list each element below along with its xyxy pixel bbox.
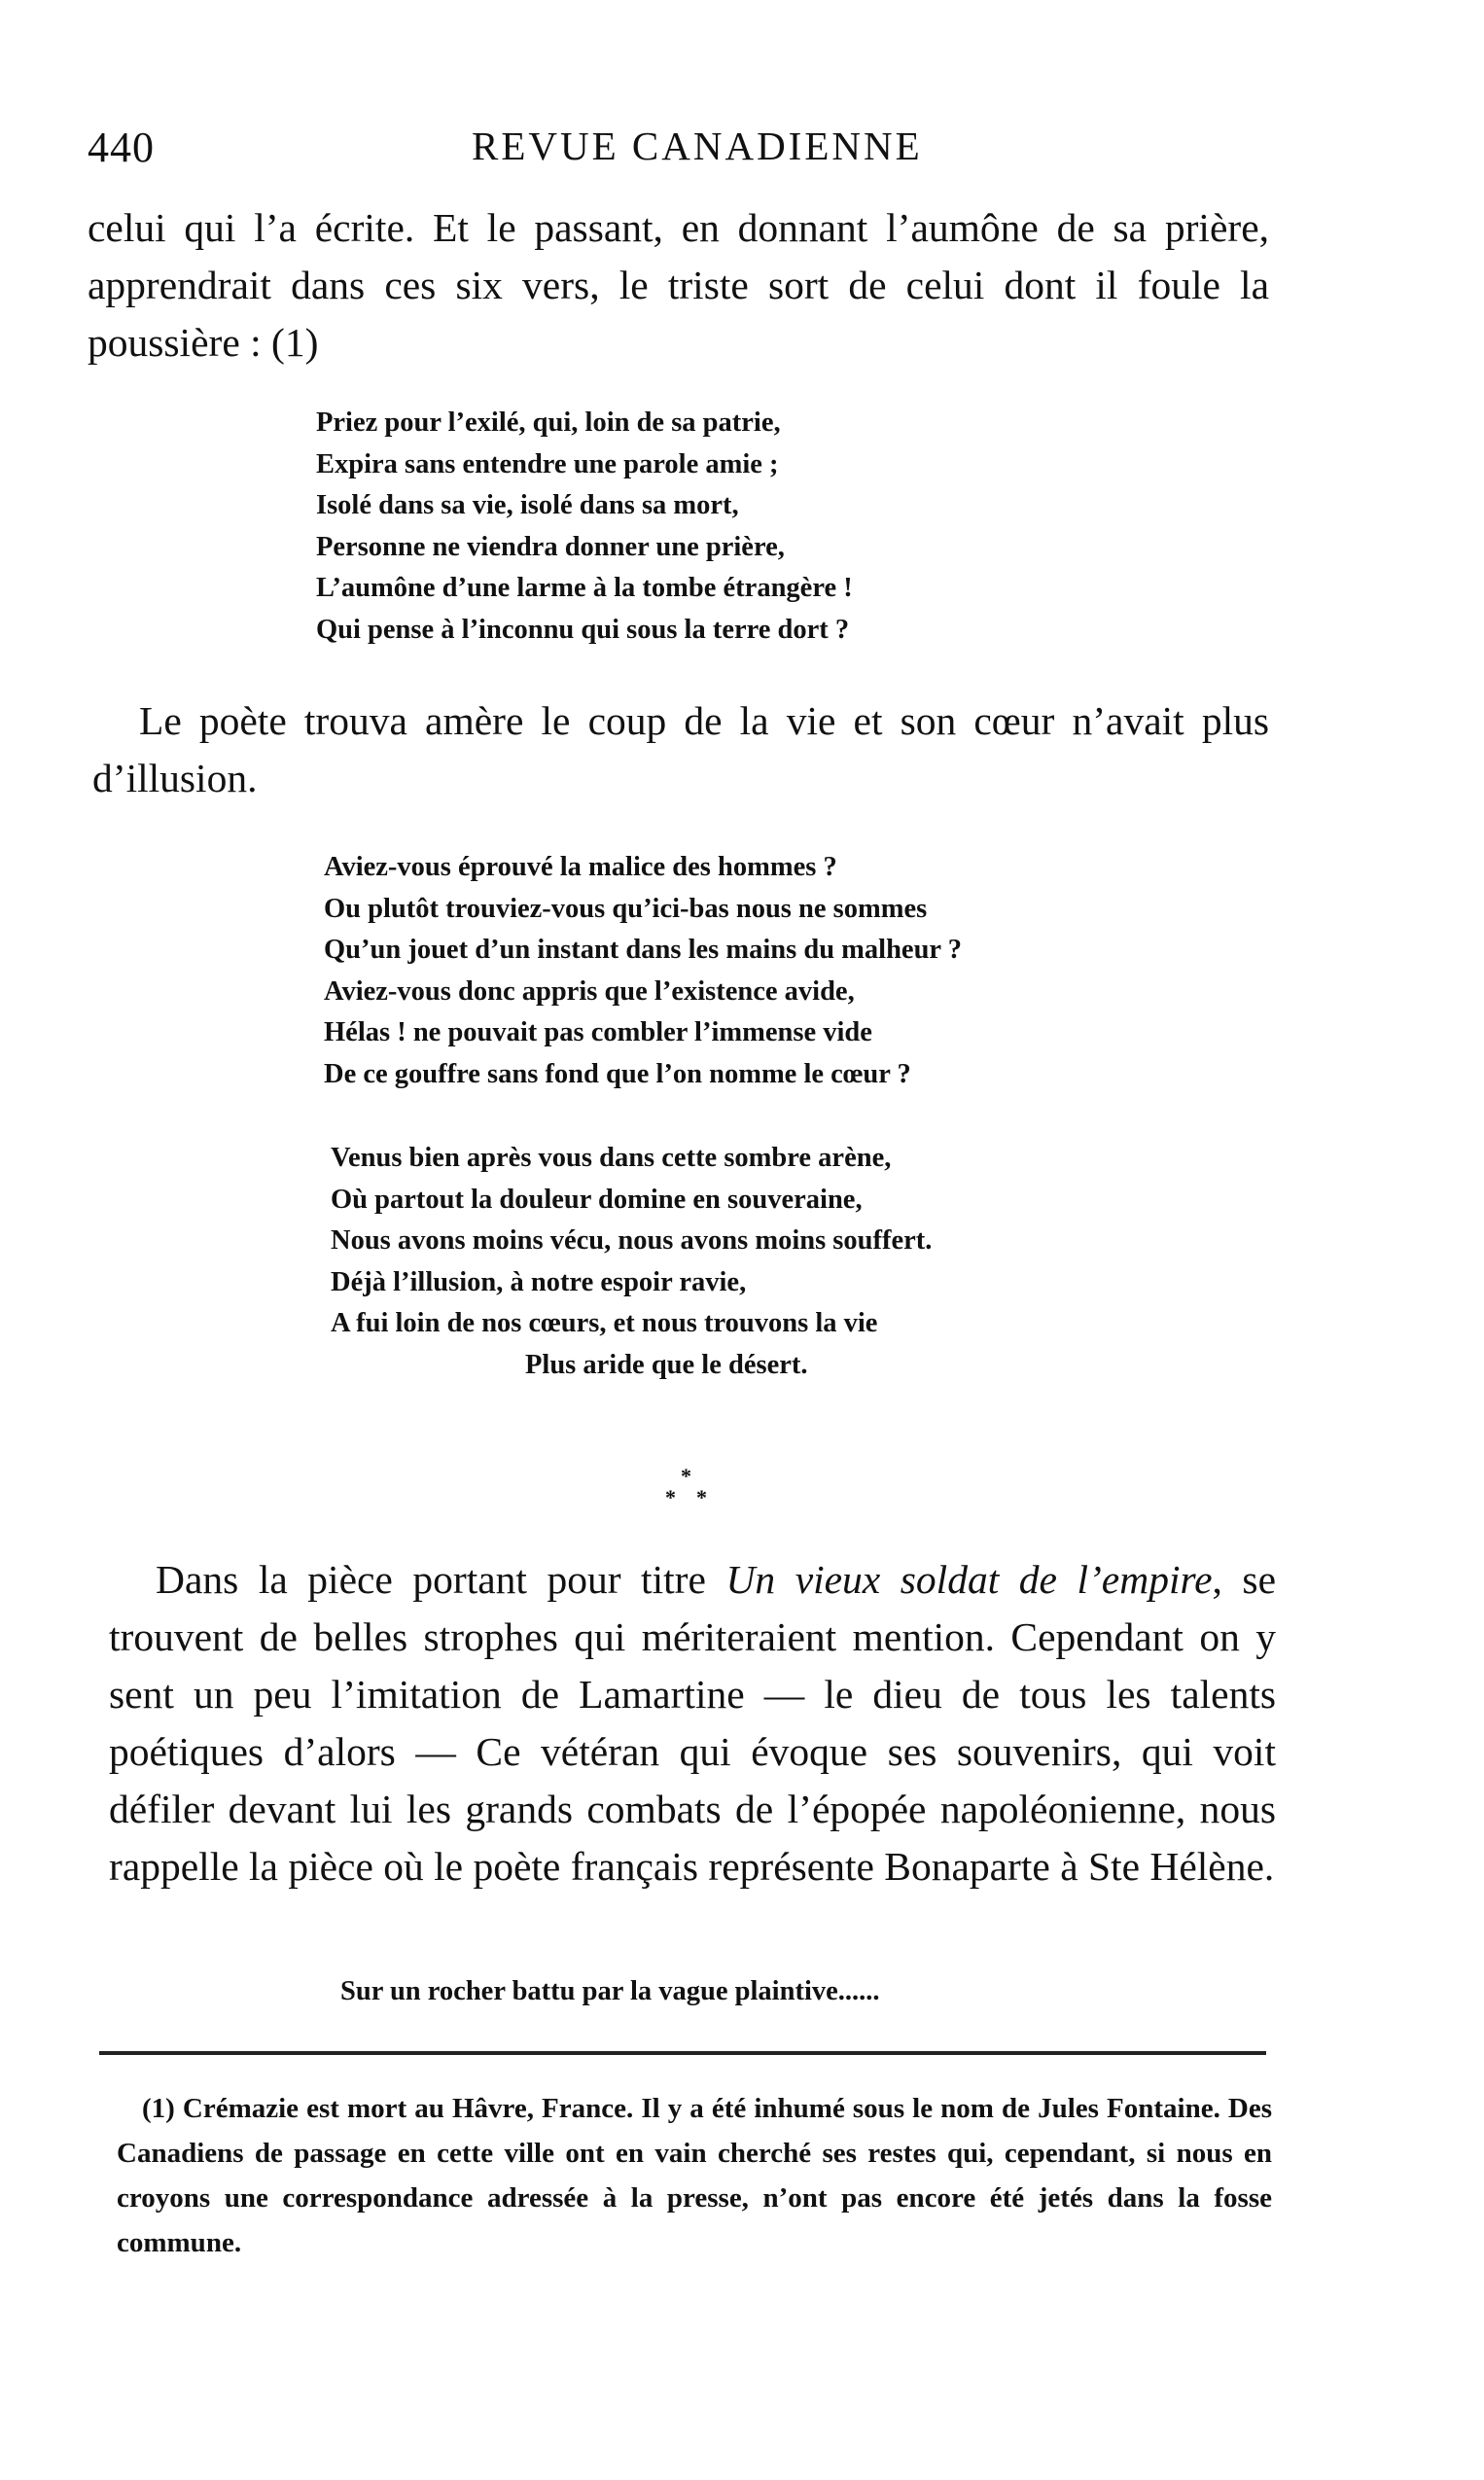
paragraph-continuation	[88, 199, 1269, 372]
paragraph-text	[109, 1551, 1276, 1895]
asterism-star: *	[681, 1464, 691, 1488]
verse-line: Aviez-vous donc appris que l’existence avide,	[324, 975, 855, 1007]
lamartine-quote	[340, 1971, 880, 2013]
verse-line: Venus bien après vous dans cette sombre arène,	[331, 1143, 892, 1173]
paragraph-illusion	[92, 692, 1269, 807]
verse-line: Qui pense à l’inconnu qui sous la terre dort ?	[316, 614, 850, 645]
verse-line: De ce gouffre sans fond que l’on nomme le cœur ?	[324, 1058, 911, 1089]
verse-line: Isolé dans sa vie, isolé dans sa mort,	[316, 490, 739, 520]
stanza-two	[331, 1138, 932, 1386]
paragraph-text	[92, 692, 1269, 807]
verse-line: Hélas ! ne pouvait pas combler l’immense vide	[324, 1017, 872, 1047]
verse-line: L’aumône d’une larme à la tombe étrangère !	[316, 573, 853, 603]
paragraph-body: Le poète trouva amère le coup de la vie et son cœur n’avait plus d’illusion.	[92, 698, 1269, 800]
verse-line: Expira sans entendre une parole amie ;	[316, 448, 779, 479]
paragraph-vieux-soldat	[109, 1551, 1276, 1895]
verse-line: Où partout la douleur domine en souveraine,	[331, 1184, 863, 1215]
paragraph-lead: Dans la pièce portant pour titre	[156, 1557, 726, 1602]
verse-line: Priez pour l’exilé, qui, loin de sa patrie,	[316, 407, 781, 438]
work-title: Un vieux soldat de l’empire	[725, 1557, 1213, 1602]
footnote-text: (1) Crémazie est mort au Hâvre, France. Il y a été inhumé sous le nom de Jules Fontaine. Des Canadiens de passage en cette ville ont en vain cherché ses restes qui, cependant, si nous en croyons une correspondance adressée à la presse, n’ont pas encore été jetés dans la fosse commune.	[117, 2093, 1272, 2258]
stanza-one	[324, 847, 962, 1095]
verse-line: Aviez-vous éprouvé la malice des hommes ?	[324, 852, 837, 882]
epitaph-verse	[316, 403, 853, 651]
verse-line-last: Plus aride que le désert.	[525, 1349, 808, 1380]
verse-line: A fui loin de nos cœurs, et nous trouvons la vie	[331, 1308, 878, 1338]
running-head	[88, 123, 1274, 177]
quote-line: Sur un rocher battu par la vague plaintive......	[340, 1976, 880, 2006]
asterism-star: *	[696, 1485, 707, 1509]
footnote-divider	[99, 2051, 1266, 2055]
page-number: 440	[88, 124, 155, 171]
verse-line: Qu’un jouet d’un instant dans les mains du malheur ?	[324, 935, 962, 965]
verse-line: Déjà l’illusion, à notre espoir ravie,	[331, 1266, 747, 1297]
footnote	[117, 2086, 1272, 2265]
paragraph-body: , se trouvent de belles strophes qui mériteraient mention. Cependant on y sent un peu l’imitation de Lamartine — le dieu de tous les talents poétiques d’alors — Ce vétéran qui évoque ses souvenirs, qui voit défiler devant lui les grands combats de l’épopée napoléonienne, nous rappelle la pièce où le poète français représente Bonaparte à Ste Hélène.	[109, 1557, 1276, 1889]
verse-line: Ou plutôt trouviez-vous qu’ici-bas nous ne sommes	[324, 893, 928, 924]
paragraph-text: celui qui l’a écrite. Et le passant, en donnant l’aumône de sa prière, apprendrait dans ces six vers, le triste sort de celui dont il foule la poussière : (1)	[88, 205, 1269, 365]
verse-line: Nous avons moins vécu, nous avons moins souffert.	[331, 1225, 933, 1256]
journal-title: REVUE CANADIENNE	[472, 124, 923, 168]
asterism-ornament	[661, 1464, 720, 1512]
verse-line: Personne ne viendra donner une prière,	[316, 531, 785, 562]
asterism-star: *	[665, 1485, 676, 1509]
